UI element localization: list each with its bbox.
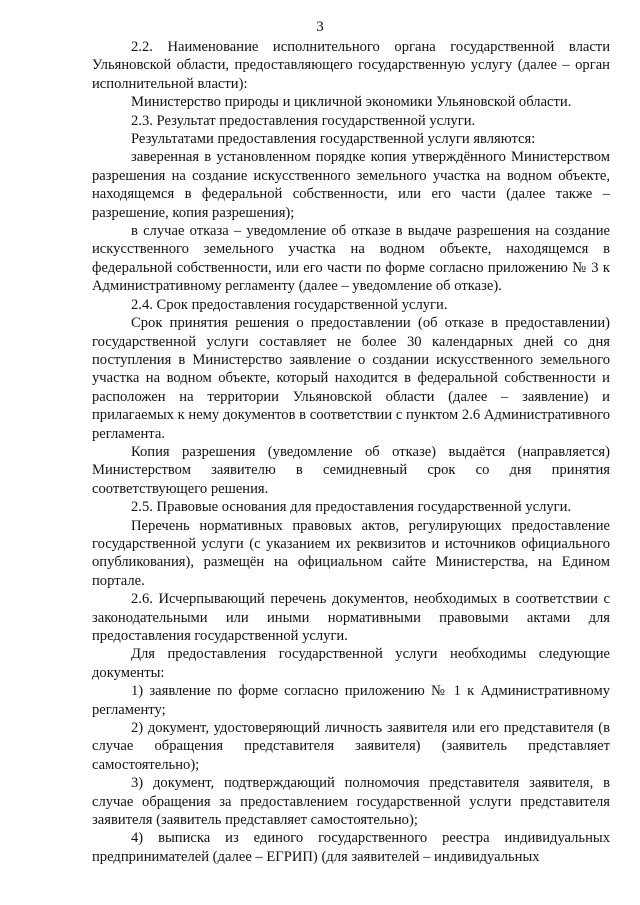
paragraph-issue-term: Копия разрешения (уведомление об отказе) выдаётся (направляется) Министерством заявителю в семидневный срок со дня принятия соответствующего решения.: [92, 443, 610, 497]
paragraph-2-3-heading: 2.3. Результат предоставления государственной услуги.: [131, 112, 476, 129]
paragraph-ministry-name: Министерство природы и цикличной экономики Ульяновской области.: [131, 94, 572, 111]
list-item-2: 2) документ, удостоверяющий личность заявителя или его представителя (в случае обращения представителя заявителя) (заявитель представляет самостоятельно);: [92, 720, 610, 773]
list-item-3: 3) документ, подтверждающий полномочия представителя заявителя, в случае обращения за предоставлением государственной услуги представителя заявителя (заявитель представляет самостоятельно);: [92, 775, 610, 829]
paragraph-result-refusal: в случае отказа – уведомление об отказе в выдаче разрешения на создание искусственного земельного участка на водном объекте, находящемся в федеральной собственности, или его части по форме согласно приложению № 3 к Административному регламенту (далее – уведомление об отказе).: [92, 223, 610, 295]
document-body: [92, 38, 610, 866]
list-item-1: 1) заявление по форме согласно приложению № 1 к Административному регламенту;: [92, 683, 610, 718]
list-item-4: 4) выписка из единого государственного реестра индивидуальных предпринимателей (далее – ЕГРИП) (для заявителей – индивидуальных: [92, 830, 610, 865]
paragraph-2-4-heading: 2.4. Срок предоставления государственной услуги.: [131, 296, 448, 313]
paragraph-result-permit: заверенная в установленном порядке копия утверждённого Министерством разрешения на создание искусственного земельного участка на водном объекте, находящемся в федеральной собственности, или его части (далее также – разрешение, копия разрешения);: [92, 149, 610, 221]
page-number: 3: [316, 19, 324, 35]
paragraph-2-6-heading: 2.6. Исчерпывающий перечень документов, необходимых в соответствии с законодательными или иными нормативными правовыми актами для предоставления государственной услуги.: [92, 591, 610, 644]
paragraph-2-5-heading: 2.5. Правовые основания для предоставления государственной услуги.: [131, 499, 572, 516]
paragraph-2-2-heading: 2.2. Наименование исполнительного органа государственной власти Ульяновской области, предоставляющего государственную услугу (далее – орган исполнительной власти):: [92, 39, 610, 92]
paragraph-legal-acts: Перечень нормативных правовых актов, регулирующих предоставление государственной услуги (с указанием их реквизитов и источников официального опубликования), размещён на официальном сайте Министерства, на Едином портале.: [92, 517, 610, 589]
paragraph-decision-term: Срок принятия решения о предоставлении (об отказе в предоставлении) государственной услуги составляет не более 30 календарных дней со дня поступления в Министерство заявление о создании искусственного земельного участка на водном объекте, который находится в федеральной собственности и расположен на территории Ульяновской области (далее – заявление) и прилагаемых к нему документов в соответствии с пунктом 2.6 Административного регламента.: [92, 315, 610, 442]
paragraph-results-intro: Результатами предоставления государственной услуги являются:: [131, 131, 536, 148]
paragraph-documents-intro: Для предоставления государственной услуги необходимы следующие документы:: [92, 646, 610, 681]
